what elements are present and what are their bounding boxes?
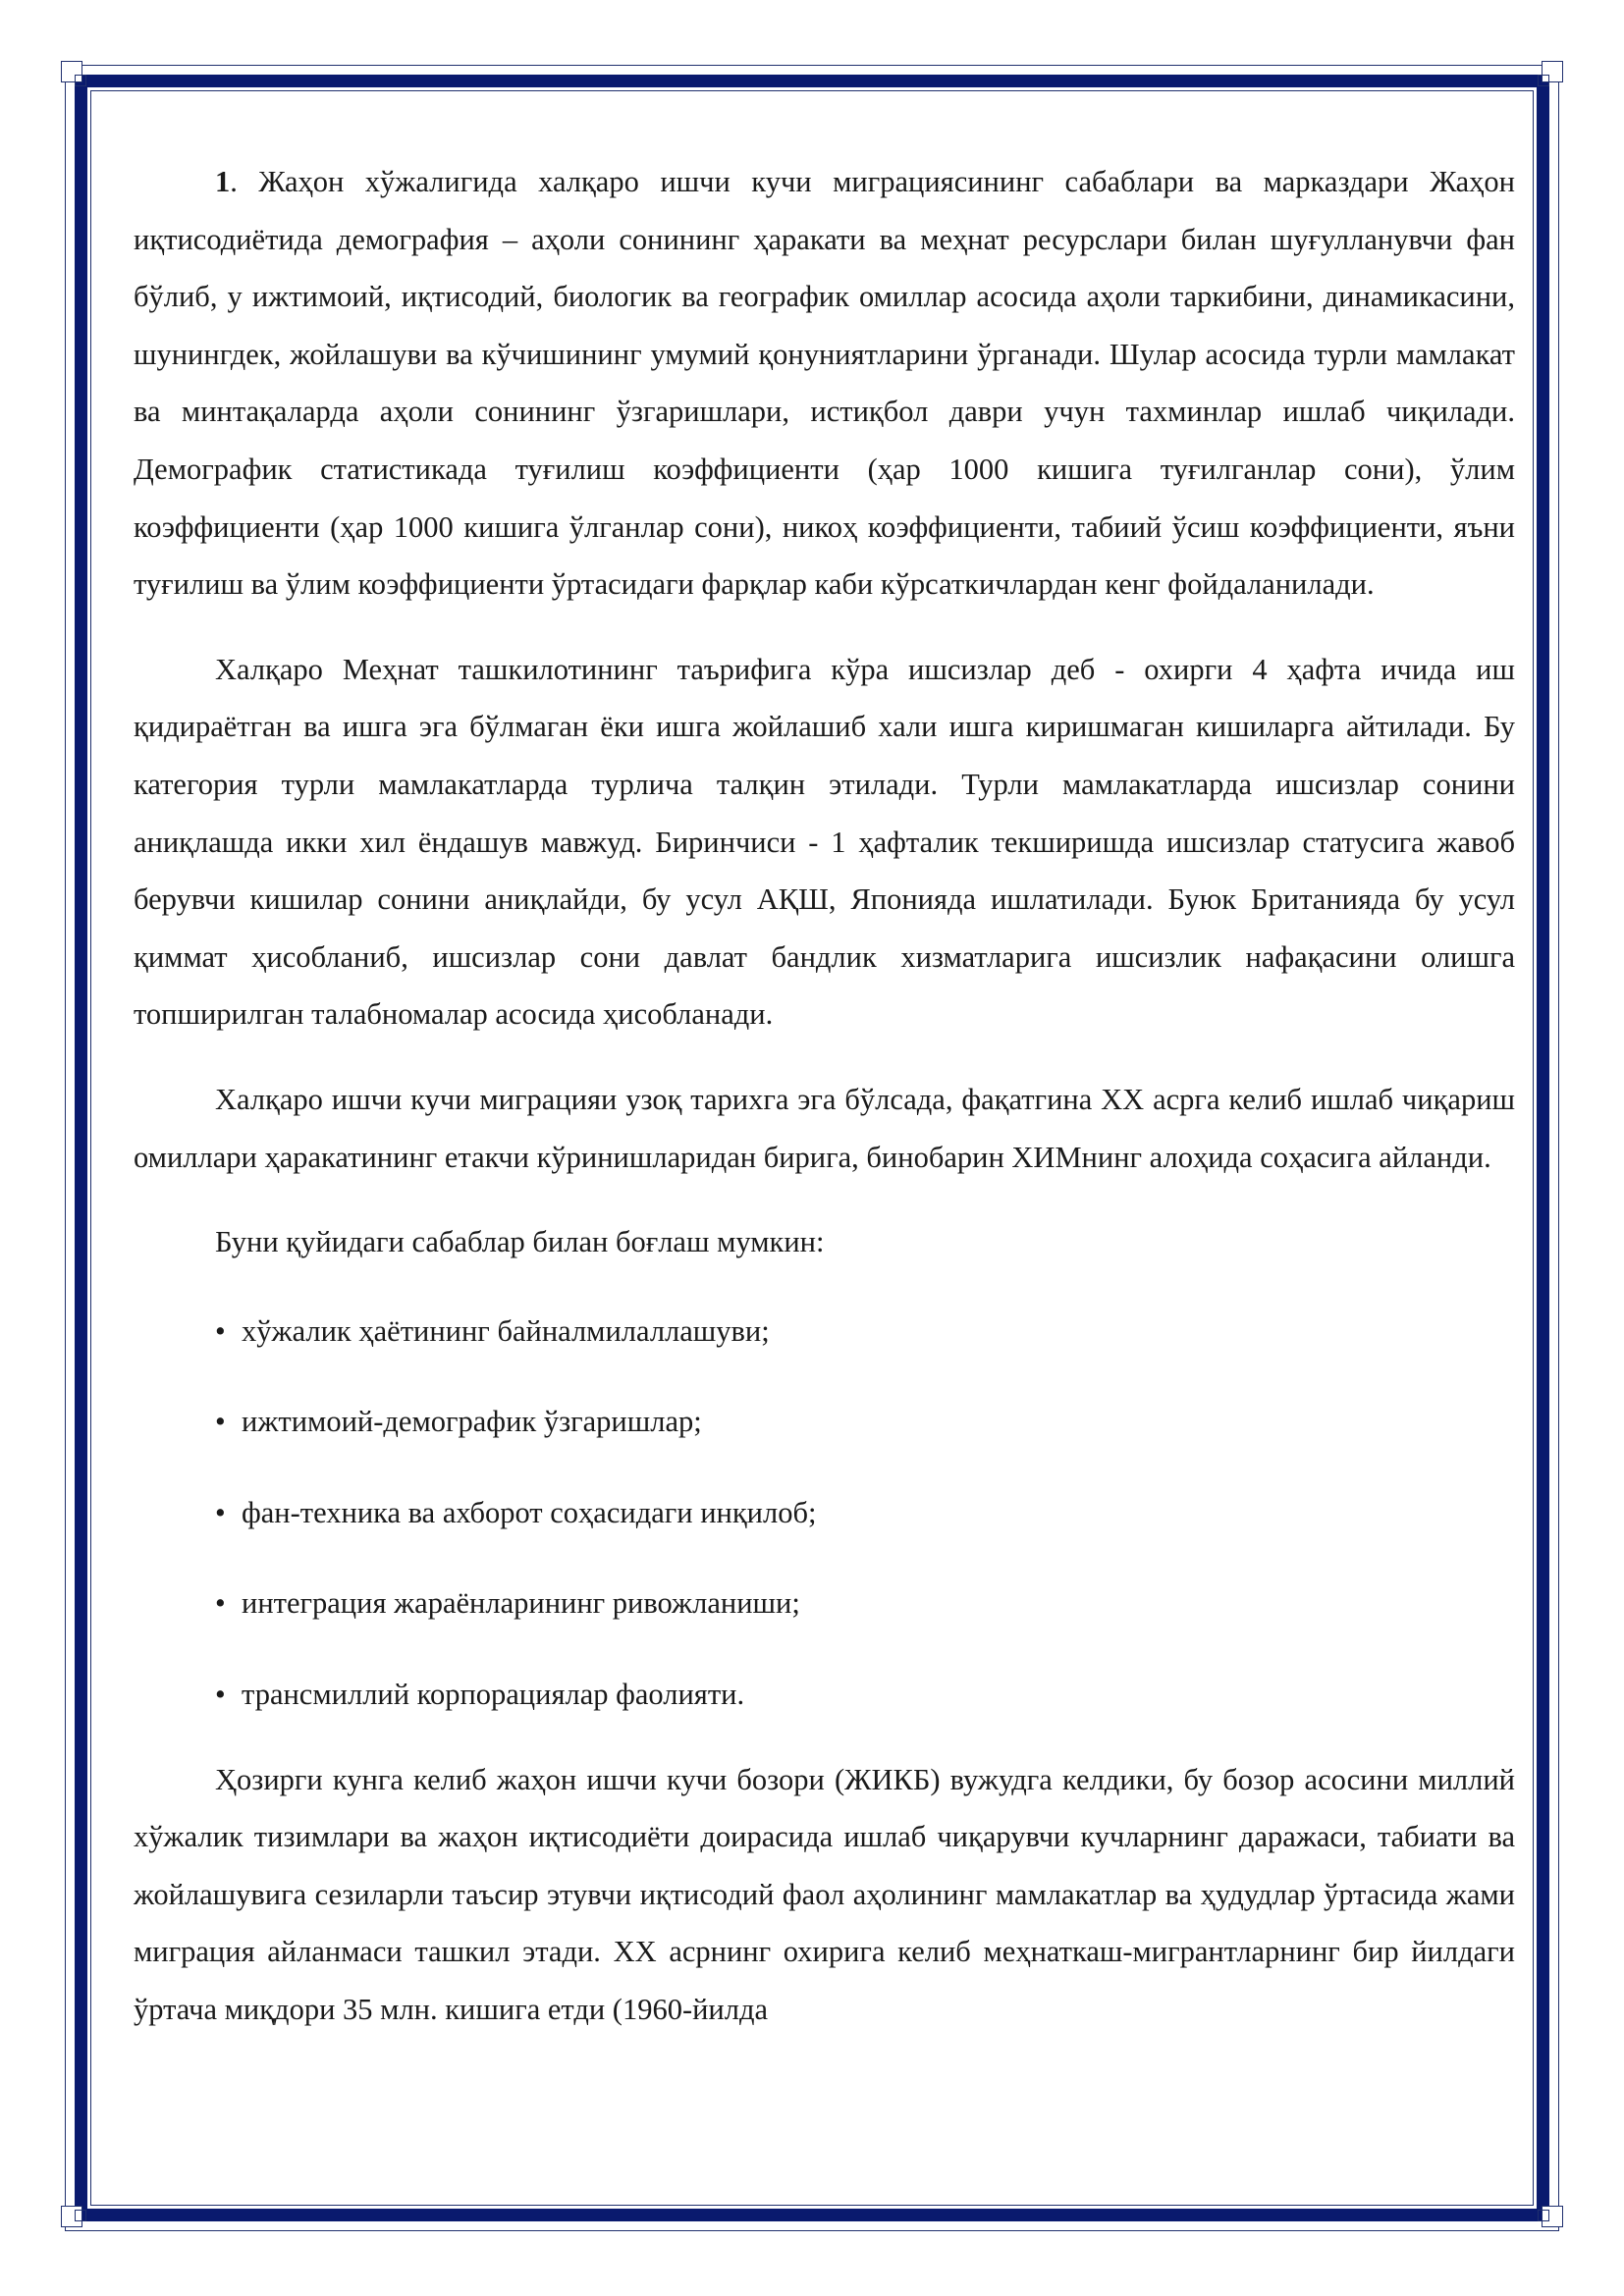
list-item <box>215 1666 1515 1724</box>
list-item-text: фан-техника ва ахборот соҳасидаги инқилоб; <box>242 1495 817 1529</box>
list-lead-text: Буни қуйидаги сабаблар билан боғлаш мумкин: <box>215 1225 825 1259</box>
bullet-icon: • <box>215 1495 226 1529</box>
list-item <box>215 1575 1515 1632</box>
list-item-text: интеграция жараёнларининг ривожланиши; <box>242 1586 800 1621</box>
list-item <box>215 1303 1515 1361</box>
bullet-icon: • <box>215 1586 226 1621</box>
corner-ornament-bottom-right <box>1534 2206 1563 2235</box>
corner-ornament-bottom-left <box>61 2206 90 2235</box>
list-item-text: ижтимоий-демографик ўзгаришлар; <box>242 1405 702 1439</box>
paragraph-migration-history: Халқаро ишчи кучи миграцияи узоқ тарихга эга бўлсада, фақатгина ХХ асрга келиб ишлаб чиқариш омиллари ҳаракатининг етакчи кўринишларидан бирига, бинобарин ХИМнинг алоҳида соҳасига айланди. <box>134 1082 1515 1174</box>
list-item-text: трансмиллий корпорациялар фаолияти. <box>242 1678 745 1712</box>
bullet-icon: • <box>215 1313 226 1348</box>
reasons-list <box>134 1303 1515 1724</box>
section-number: 1 <box>215 165 231 198</box>
list-item <box>215 1484 1515 1542</box>
bullet-icon: • <box>215 1678 226 1712</box>
paragraph-labor-market: Ҳозирги кунга келиб жаҳон ишчи кучи бозори (ЖИКБ) вужудга келдики, бу бозор асосини миллий хўжалик тизимлари ва жаҳон иқтисодиёти доирасида ишлаб чиқарувчи кучларнинг даражаси, табиати ва жойлашувига сезиларли таъсир этувчи иқтисодий фаол аҳолининг мамлакатлар ва ҳудудлар ўртасида жами миграция айланмаси ташкил этади. ХХ асрнинг охирига келиб меҳнаткаш-мигрантларнинг бир йилдаги ўртача миқдори 35 млн. кишига етди (1960-йилда <box>134 1762 1515 2027</box>
paragraph-intro-text: . Жаҳон хўжалигида халқаро ишчи кучи миграциясининг сабаблари ва марказдари Жаҳон иқтисодиётида демография – аҳоли сонининг ҳаракати ва меҳнат ресурслари билан шуғулланувчи фан бўлиб, у ижтимоий, иқтисодий, биологик ва географик омиллар асосида аҳоли таркибини, динамикасини, шунингдек, жойлашуви ва кўчишининг умумий қонуниятларини ўрганади. Шулар асосида турли мамлакат ва минтақаларда аҳоли сонининг ўзгаришлари, истиқбол даври учун тахминлар ишлаб чиқилади. Демографик статистикада туғилиш коэффициенти (ҳар 1000 кишига туғилганлар сони), ўлим коэффициенти (ҳар 1000 кишига ўлганлар сони), никоҳ коэффициенти, табиий ўсиш коэффициенти, яъни туғилиш ва ўлим коэффициенти ўртасидаги фарқлар каби кўрсаткичлардан кенг фойдаланилади. <box>134 165 1515 602</box>
document-body <box>134 153 1515 2039</box>
bullet-icon: • <box>215 1405 226 1439</box>
list-item <box>215 1393 1515 1451</box>
list-item-text: хўжалик ҳаётининг байналмилаллашуви; <box>242 1313 770 1348</box>
paragraph-intro <box>134 153 1515 614</box>
paragraph-unemployment-definition: Халқаро Меҳнат ташкилотининг таърифига кўра ишсизлар деб - охирги 4 ҳафта ичида иш қидираётган ва ишга эга бўлмаган ёки ишга жойлашиб хали ишга киришмаган кишиларга айтилади. Бу категория турли мамлакатларда турлича талқин этилади. Турли мамлакатларда ишсизлар сонини аниқлашда икки хил ёндашув мавжуд. Биринчиси - 1 ҳафталик текширишда ишсизлар статусига жавоб берувчи кишилар сонини аниқлайди, бу усул АҚШ, Японияда ишлатилади. Буюк Британияда бу усул қиммат ҳисобланиб, ишсизлар сони давлат бандлик хизматларига ишсизлик нафақасини олишга топширилган талабномалар асосида ҳисобланади. <box>134 652 1515 1032</box>
corner-ornament-top-right <box>1534 61 1563 90</box>
corner-ornament-top-left <box>61 61 90 90</box>
